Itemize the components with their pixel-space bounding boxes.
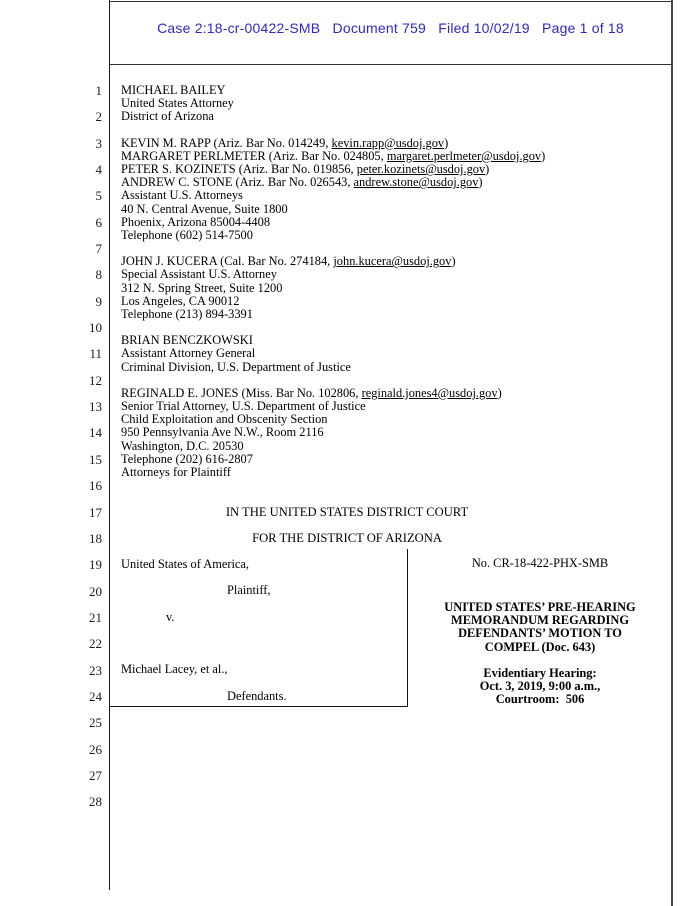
line-number: 27 — [89, 767, 102, 783]
caption-defendant-label: Defendants. — [227, 689, 287, 703]
counsel-line — [121, 466, 669, 479]
text-segment: Telephone (202) 616-2807 — [121, 451, 253, 466]
line-number: 22 — [89, 636, 102, 652]
line-number: 26 — [89, 741, 102, 757]
line-number: 10 — [89, 320, 102, 336]
counsel-line — [121, 110, 669, 123]
court-heading-line2: FOR THE DISTRICT OF ARIZONA — [252, 531, 442, 545]
text-segment: Telephone (213) 894-3391 — [121, 306, 253, 321]
email-link[interactable]: reginald.jones4@usdoj.gov — [361, 385, 498, 400]
line-number: 20 — [89, 583, 102, 599]
text-segment: MICHAEL BAILEY — [121, 83, 226, 97]
line-number: 11 — [89, 346, 102, 362]
caption-plaintiff-label: Plaintiff, — [227, 583, 271, 597]
document-title-line: MEMORANDUM REGARDING — [451, 613, 629, 628]
pleading-rule-left — [109, 0, 110, 890]
line-number: 23 — [89, 662, 102, 678]
line-number: 5 — [95, 188, 102, 204]
email-link[interactable]: andrew.stone@usdoj.gov — [353, 175, 479, 190]
text-segment: Attorneys for Plaintiff — [121, 464, 231, 479]
counsel-listing — [121, 84, 669, 479]
document-title-line: UNITED STATES’ PRE-HEARING — [444, 600, 636, 614]
text-segment: PETER S. KOZINETS (Ariz. Bar No. 019856, — [121, 162, 357, 177]
text-segment: ) — [497, 385, 502, 400]
text-segment: Special Assistant U.S. Attorney — [121, 267, 277, 282]
caption-defendant: Michael Lacey, et al., — [121, 662, 228, 676]
line-number: 7 — [95, 241, 102, 257]
text-segment: 950 Pennsylvania Ave N.W., Room 2116 — [121, 425, 324, 440]
hearing-info-line: Evidentiary Hearing: — [483, 666, 597, 680]
caption-plaintiff: United States of America, — [121, 557, 250, 571]
ecf-stamp-header — [110, 1, 671, 65]
text-segment: 40 N. Central Avenue, Suite 1800 — [121, 201, 288, 216]
document-title — [408, 601, 672, 654]
hearing-info-line: Oct. 3, 2019, 9:00 a.m., — [479, 679, 601, 694]
text-segment: Washington, D.C. 20530 — [121, 438, 244, 453]
line-number: 8 — [95, 267, 102, 283]
text-segment: District of Arizona — [121, 109, 214, 124]
text-segment: Telephone (602) 514-7500 — [121, 227, 253, 242]
caption-versus: v. — [166, 610, 175, 624]
text-segment: ) — [541, 148, 546, 163]
line-number: 18 — [89, 530, 102, 546]
document-title-line: DEFENDANTS’ MOTION TO — [458, 626, 622, 641]
line-number: 3 — [95, 135, 102, 151]
line-number-column — [70, 84, 102, 808]
email-link[interactable]: kevin.rapp@usdoj.gov — [331, 135, 445, 150]
text-segment: Senior Trial Attorney, U.S. Department of Justice — [121, 399, 366, 414]
text-segment: ) — [485, 162, 490, 177]
email-link[interactable]: john.kucera@usdoj.gov — [333, 254, 452, 269]
pleading-rule-right — [671, 0, 673, 906]
text-segment: 312 N. Spring Street, Suite 1200 — [121, 280, 283, 295]
line-number: 12 — [89, 372, 102, 388]
line-number: 24 — [89, 688, 102, 704]
line-number: 6 — [95, 214, 102, 230]
line-number: 21 — [89, 609, 102, 625]
text-segment: Los Angeles, CA 90012 — [121, 293, 240, 308]
caption-box-left — [110, 549, 408, 707]
line-number: 4 — [95, 162, 102, 178]
text-segment: ) — [451, 254, 456, 269]
text-segment: Criminal Division, U.S. Department of Justice — [121, 359, 351, 374]
line-number: 15 — [89, 451, 102, 467]
hearing-info-line: Courtroom: 506 — [495, 692, 585, 707]
counsel-line — [121, 229, 669, 242]
document-title-line: COMPEL (Doc. 643) — [484, 639, 596, 654]
line-number: 28 — [89, 794, 102, 810]
court-heading-line1: IN THE UNITED STATES DISTRICT COURT — [225, 505, 469, 519]
email-link[interactable]: margaret.perlmeter@usdoj.gov — [386, 148, 542, 163]
text-segment: United States Attorney — [121, 96, 234, 111]
text-segment: Phoenix, Arizona 85004-4408 — [121, 214, 271, 229]
text-segment: Assistant U.S. Attorneys — [121, 188, 243, 203]
line-number: 25 — [89, 715, 102, 731]
line-number: 13 — [89, 399, 102, 415]
text-segment: BRIAN BENCZKOWSKI — [121, 333, 253, 348]
hearing-info — [408, 667, 672, 707]
text-segment: ANDREW C. STONE (Ariz. Bar No. 026543, — [121, 175, 354, 190]
text-segment: JOHN J. KUCERA (Cal. Bar No. 274184, — [121, 254, 334, 269]
case-number: No. CR-18-422-PHX-SMB — [471, 556, 609, 570]
text-segment: Assistant Attorney General — [121, 346, 256, 361]
line-number: 1 — [95, 83, 102, 98]
text-segment: Child Exploitation and Obscenity Section — [121, 412, 328, 427]
text-segment: KEVIN M. RAPP (Ariz. Bar No. 014249, — [121, 135, 332, 150]
counsel-line — [121, 361, 669, 374]
text-segment: ) — [478, 175, 483, 190]
line-number: 16 — [89, 478, 102, 494]
line-number: 14 — [89, 425, 102, 441]
line-number: 19 — [89, 557, 102, 573]
text-segment: REGINALD E. JONES (Miss. Bar No. 102806, — [121, 385, 362, 400]
line-number: 2 — [95, 109, 102, 125]
email-link[interactable]: peter.kozinets@usdoj.gov — [356, 162, 486, 177]
counsel-line — [121, 308, 669, 321]
text-segment: MARGARET PERLMETER (Ariz. Bar No. 024805, — [121, 148, 387, 163]
case-header-text: Case 2:18-cr-00422-SMB Document 759 Filed 10/02/19 Page 1 of 18 — [157, 20, 624, 36]
line-number: 17 — [89, 504, 102, 520]
line-number: 9 — [95, 293, 102, 309]
text-segment: ) — [444, 135, 449, 150]
